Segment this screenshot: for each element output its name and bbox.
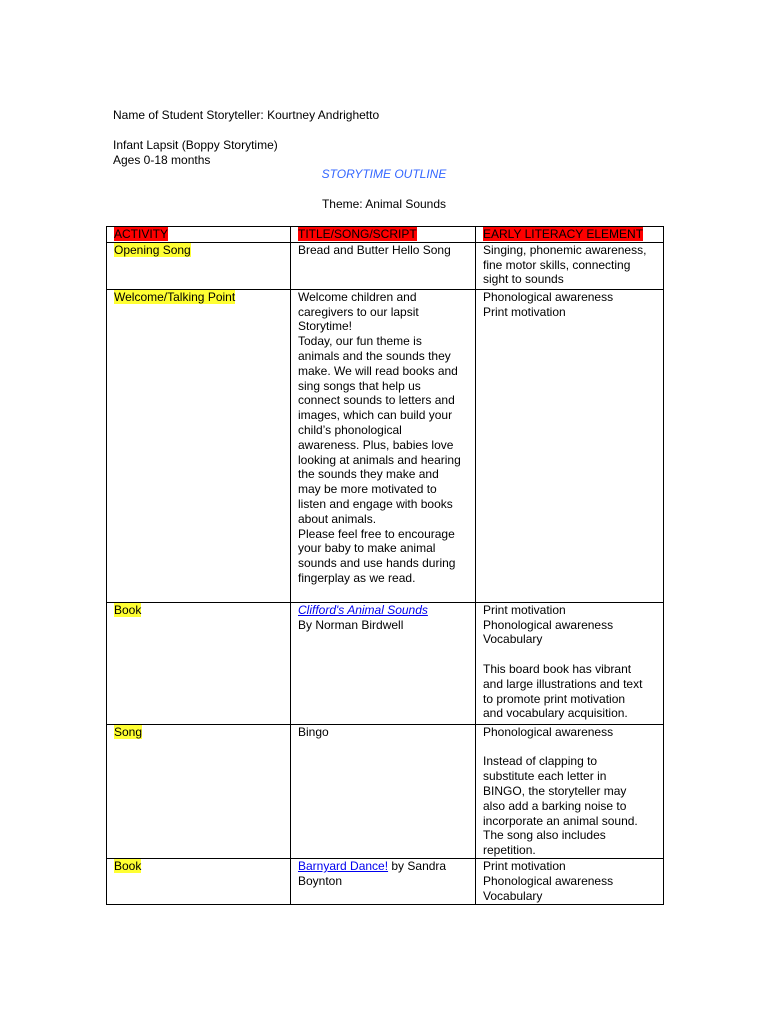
book-title-link[interactable]: Barnyard Dance! bbox=[298, 858, 389, 873]
program-name: Infant Lapsit (Boppy Storytime) bbox=[113, 138, 278, 152]
storytime-outline-table bbox=[106, 226, 664, 905]
activity-label: Book bbox=[114, 858, 142, 873]
literacy-cell: Print motivation Phonological awareness Vocabulary bbox=[476, 858, 664, 904]
activity-label: Opening Song bbox=[114, 242, 191, 257]
activity-label: Book bbox=[114, 602, 142, 617]
column-header-title: TITLE/SONG/SCRIPT bbox=[291, 227, 476, 243]
table-row bbox=[107, 289, 664, 602]
activity-cell bbox=[107, 602, 291, 724]
age-range: Ages 0-18 months bbox=[113, 153, 211, 167]
book-title-link[interactable]: Clifford's Animal Sounds bbox=[298, 602, 428, 617]
student-storyteller-name: Name of Student Storyteller: Kourtney Andrighetto bbox=[113, 108, 380, 122]
activity-label: Welcome/Talking Point bbox=[114, 289, 236, 304]
outline-title: STORYTIME OUTLINE bbox=[321, 167, 447, 181]
title-cell: Welcome children and caregivers to our lapsit Storytime! Today, our fun theme is animals and the sounds they make. We will read books and sing songs that help us connect sounds to letters and images, which can build your child’s phonological awareness. Plus, babies love looking at animals and hearing the sounds they make and may be more motivated to listen and engage with books about animals. Please feel free to encourage your baby to make animal sounds and use hands during fingerplay as we read. bbox=[291, 289, 476, 602]
literacy-cell: Phonological awareness Print motivation bbox=[476, 289, 664, 602]
title-cell: Barnyard Dance! by Sandra Boynton bbox=[291, 858, 476, 904]
literacy-cell: Singing, phonemic awareness, fine motor skills, connecting sight to sounds bbox=[476, 242, 664, 289]
table-row bbox=[107, 602, 664, 724]
title-cell: Bingo bbox=[291, 724, 476, 858]
title-cell: Bread and Butter Hello Song bbox=[291, 242, 476, 289]
activity-label: Song bbox=[114, 724, 143, 739]
table-row bbox=[107, 858, 664, 904]
column-header-activity: ACTIVITY bbox=[107, 227, 291, 243]
activity-cell bbox=[107, 858, 291, 904]
theme-line: Theme: Animal Sounds bbox=[321, 197, 447, 211]
title-cell: Clifford's Animal Sounds By Norman Birdwell bbox=[291, 602, 476, 724]
table-row bbox=[107, 242, 664, 289]
activity-cell bbox=[107, 242, 291, 289]
column-header-literacy: EARLY LITERACY ELEMENT bbox=[476, 227, 664, 243]
activity-cell bbox=[107, 724, 291, 858]
literacy-cell: Print motivation Phonological awareness Vocabulary This board book has vibrant and large illustrations and text to promote print motivation and vocabulary acquisition. bbox=[476, 602, 664, 724]
table-row bbox=[107, 724, 664, 858]
literacy-cell: Phonological awareness Instead of clapping to substitute each letter in BINGO, the storyteller may also add a barking noise to incorporate an animal sound. The song also includes repetition. bbox=[476, 724, 664, 858]
table-header-row bbox=[107, 227, 664, 243]
activity-cell bbox=[107, 289, 291, 602]
